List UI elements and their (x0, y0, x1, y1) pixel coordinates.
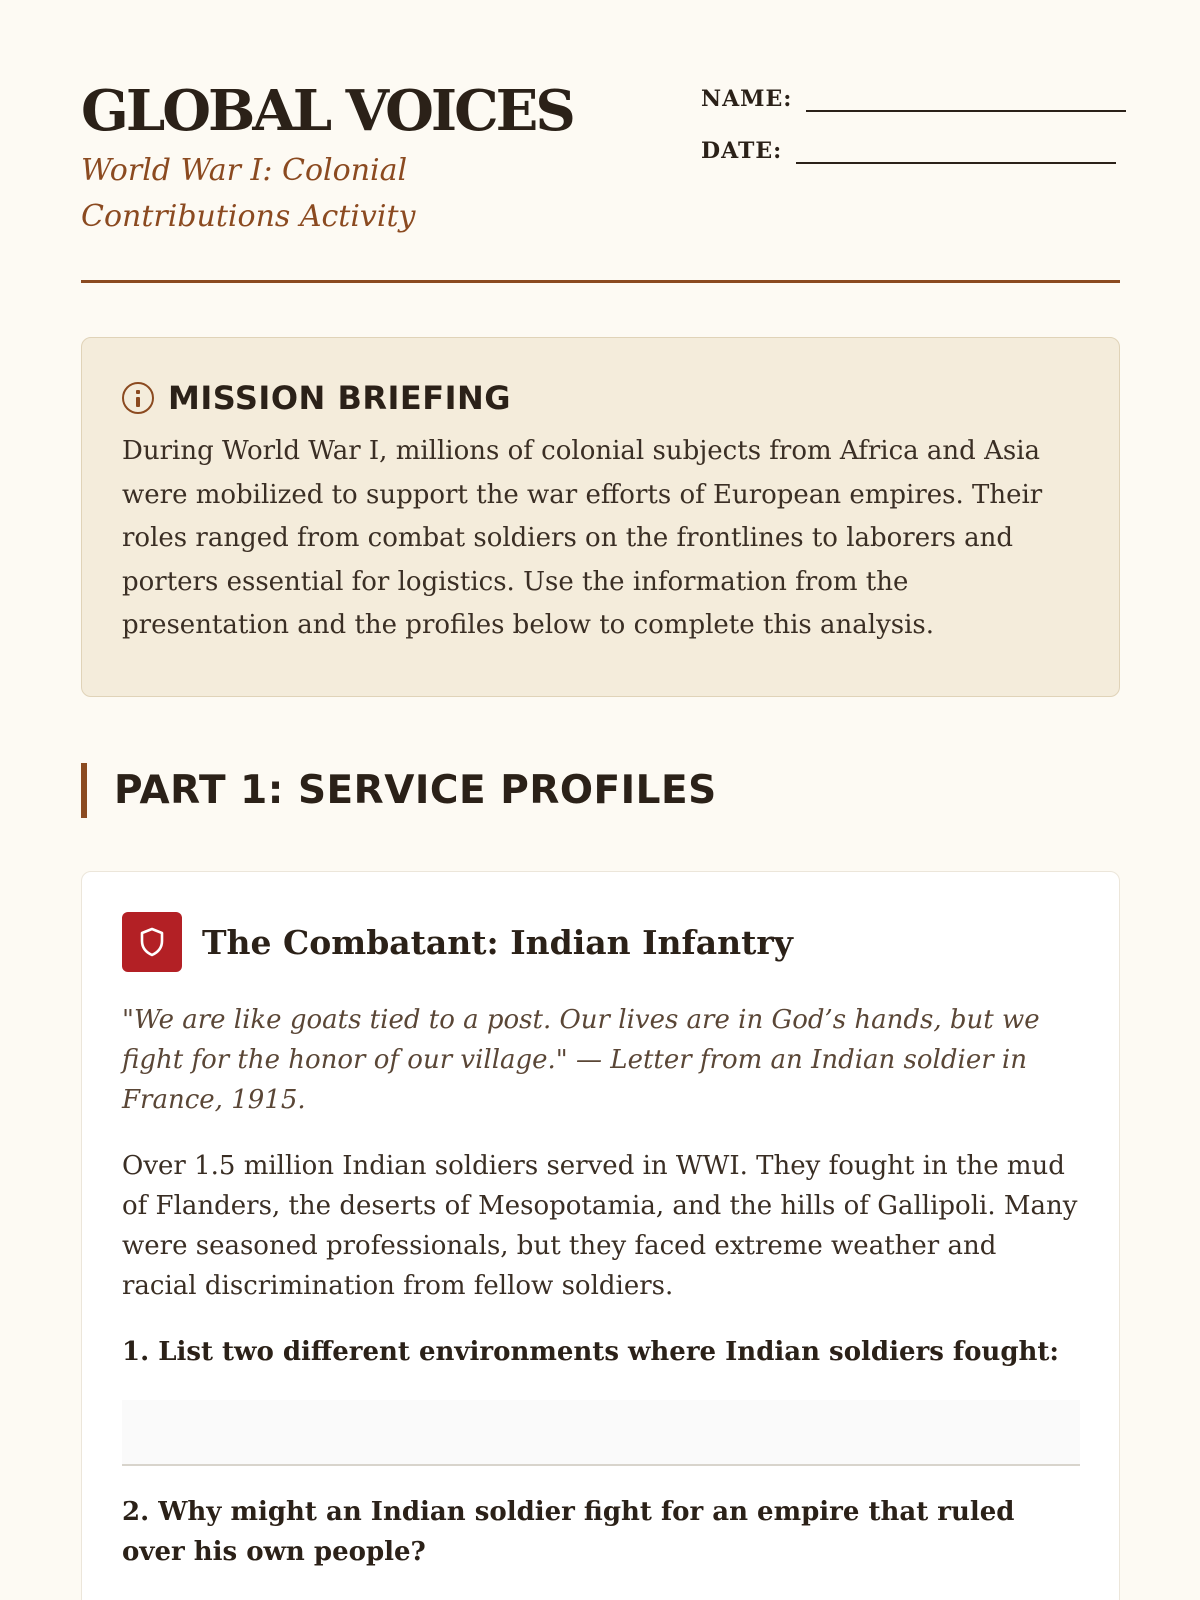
question-2: 2. Why might an Indian soldier fight for an empire that ruled over his own people? (122, 1497, 1015, 1567)
part-1-title: PART 1: SERVICE PROFILES (114, 768, 717, 813)
briefing-header (122, 378, 1079, 418)
header-divider (81, 280, 1120, 283)
shield-icon (122, 912, 182, 972)
briefing-text: During World War I, millions of colonial subjects from Africa and Asia were mobilized to support the war efforts of European empires. Their roles ranged from combat soldiers on the frontlines to laborers and porters essential for logistics. Use the information from the presentation and the profiles below to complete this analysis. (122, 436, 1043, 640)
profile-card-header (122, 912, 1079, 972)
date-field (701, 138, 1116, 164)
mission-briefing-box (81, 337, 1120, 697)
part-1-heading (81, 763, 717, 818)
name-input-line[interactable] (806, 88, 1126, 112)
date-label: DATE: (701, 138, 783, 164)
answer-1-input[interactable] (122, 1400, 1080, 1466)
info-icon (122, 382, 154, 414)
profile-title: The Combatant: Indian Infantry (202, 922, 793, 962)
name-label: NAME: (701, 86, 793, 112)
worksheet-title: GLOBAL VOICES (81, 78, 573, 144)
section-accent-bar (81, 763, 87, 818)
profile-quote: "We are like goats tied to a post. Our lives are in God’s hands, but we fight for the honor of our village." — Letter from an Indian soldier in France, 1915. (122, 1005, 1040, 1115)
question-1: 1. List two different environments where Indian soldiers fought: (122, 1337, 1060, 1367)
date-input-line[interactable] (796, 140, 1116, 164)
profile-body: Over 1.5 million Indian soldiers served in WWI. They fought in the mud of Flanders, the deserts of Mesopotamia, and the hills of Gallipoli. Many were seasoned professionals, but they faced extreme weather and racial discrimination from fellow soldiers. (122, 1151, 1078, 1301)
profile-card-indian-infantry (81, 871, 1120, 1600)
worksheet-page (81, 0, 1120, 1567)
name-field (701, 86, 1126, 112)
briefing-title: MISSION BRIEFING (168, 379, 512, 417)
worksheet-subtitle: World War I: Colonial Contributions Activity (81, 153, 416, 234)
worksheet-header (81, 0, 1120, 284)
